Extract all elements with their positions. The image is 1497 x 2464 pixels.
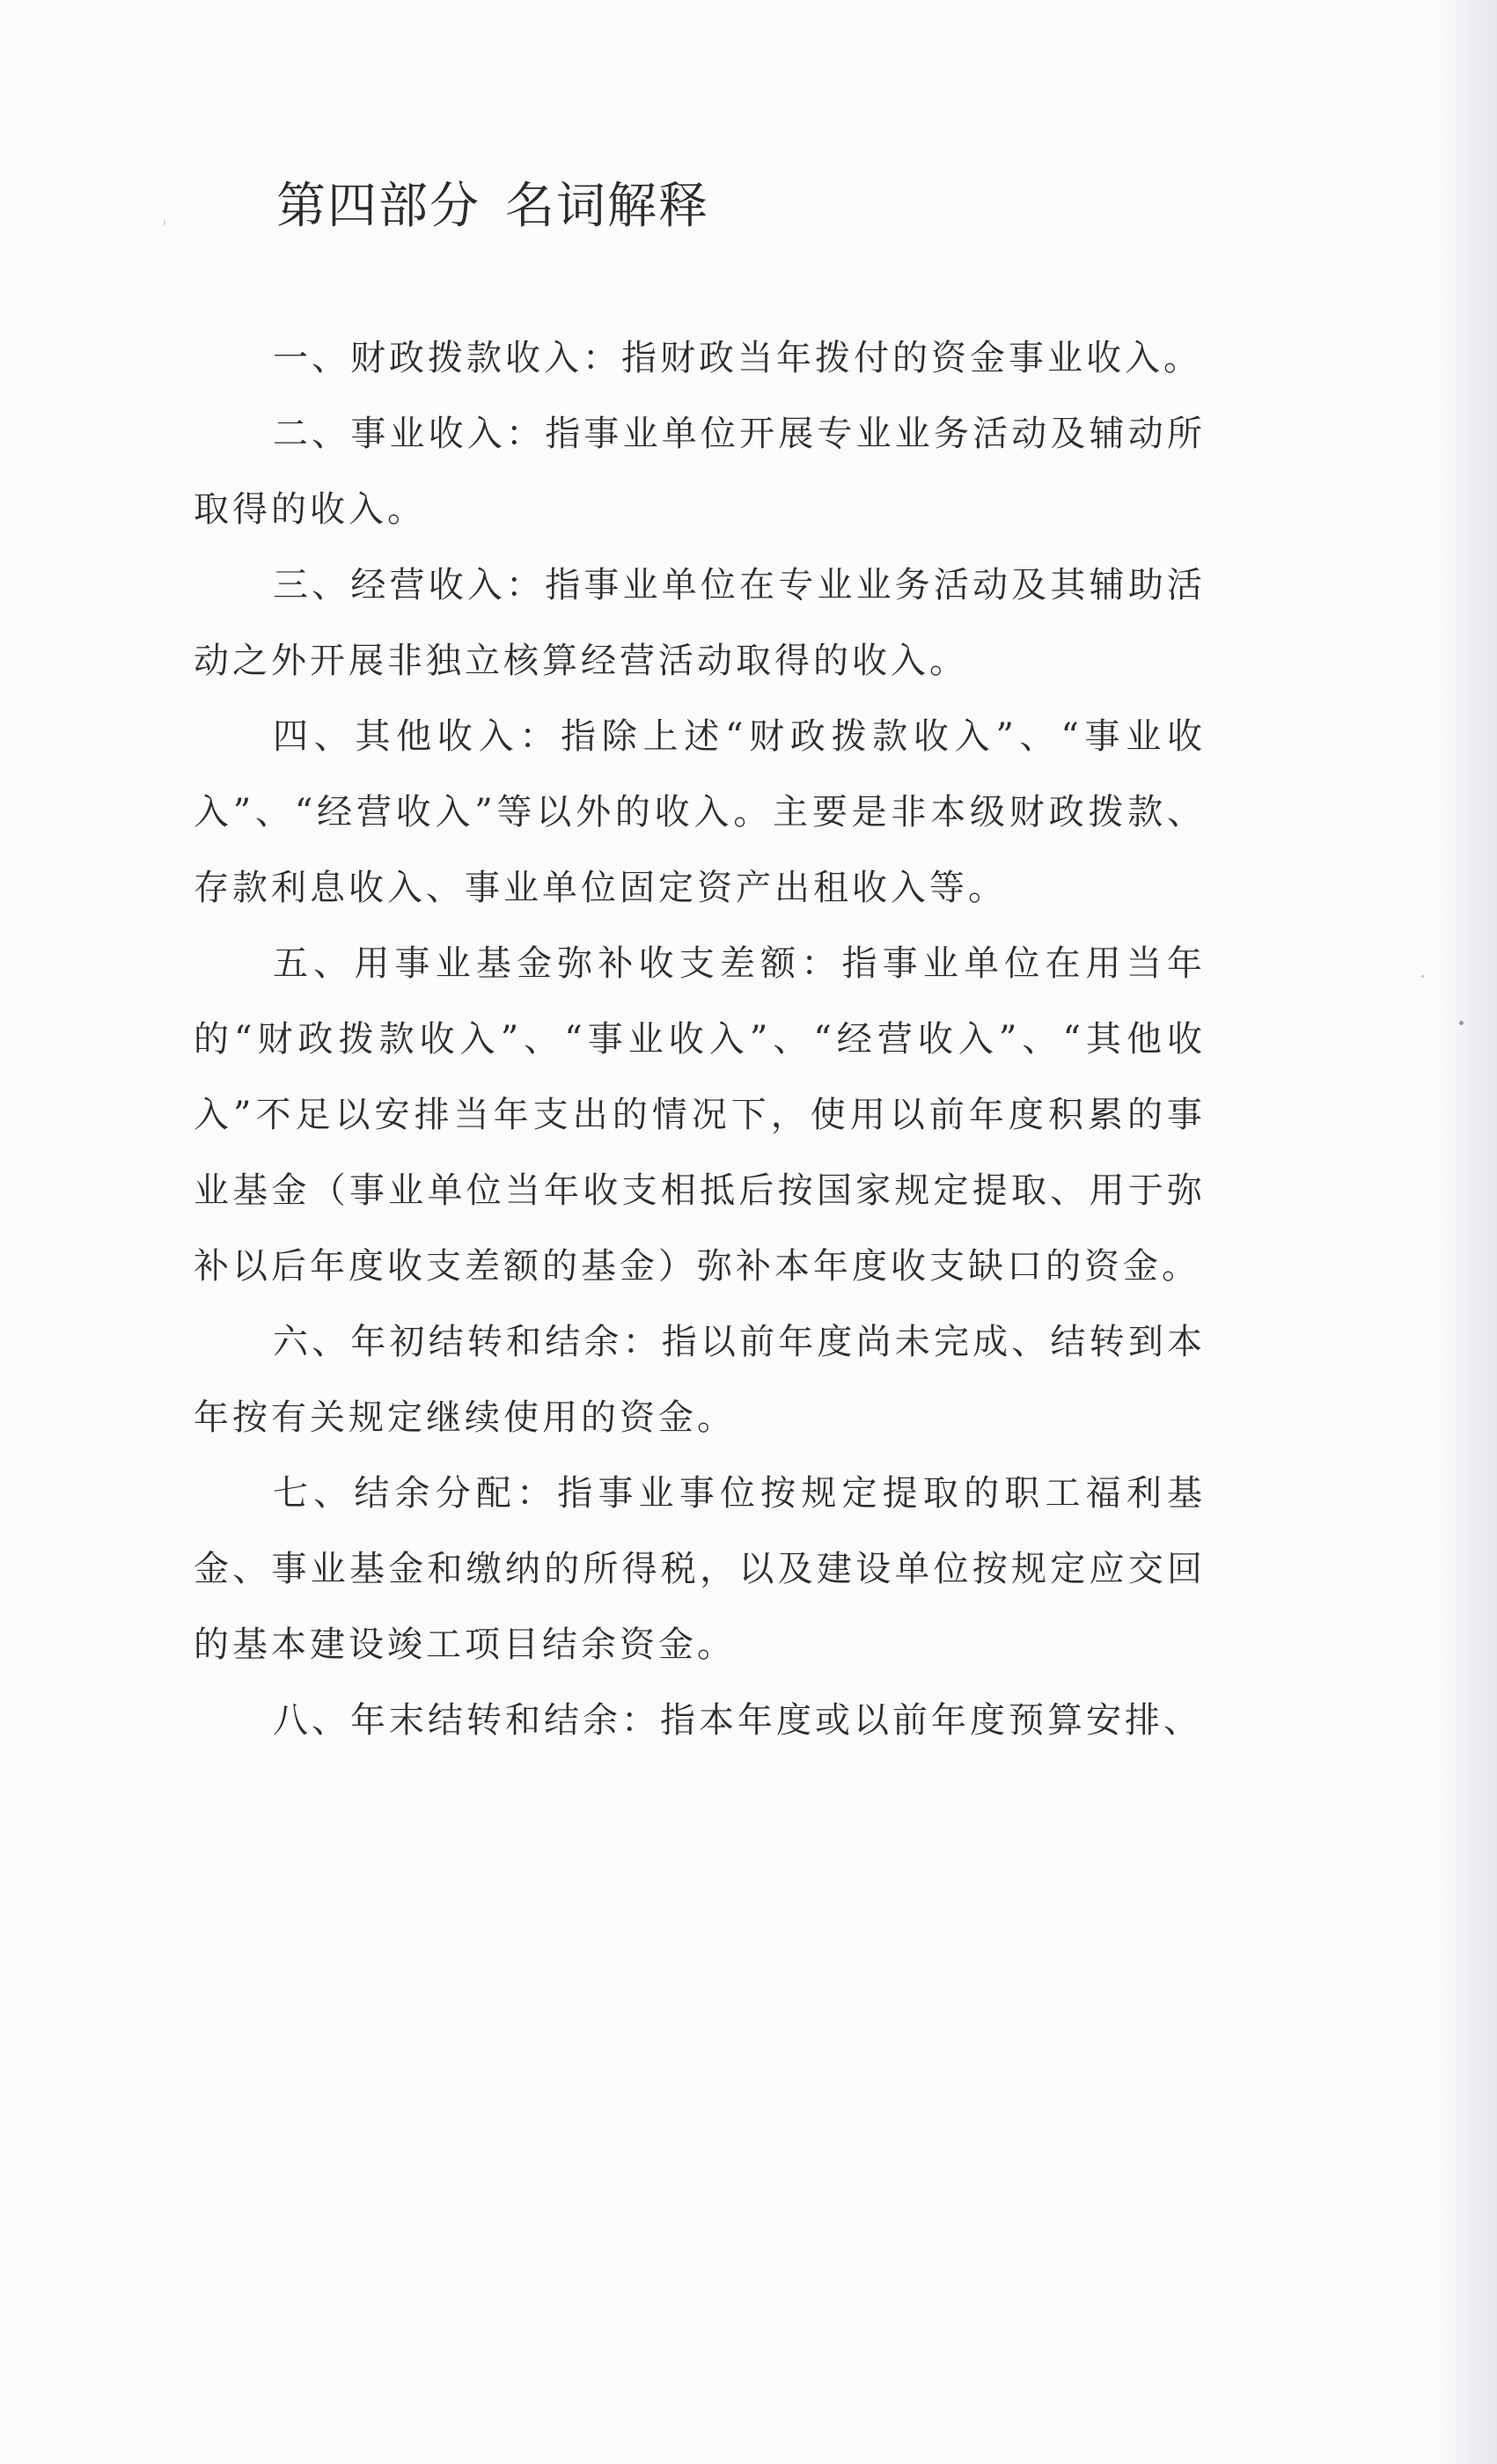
scan-edge-shading [1435,0,1497,2464]
paragraph-3: 三、经营收入：指事业单位在专业业务活动及其辅助活动之外开展非独立核算经营活动取得的收入。 [194,565,1206,681]
title-name: 名词解释 [505,178,709,235]
scan-speck [164,220,165,225]
paragraph-5: 五、用事业基金弥补收支差额：指事业单位在用当年的“财政拨款收入”、“事业收入”、“经营收入”、“其他收入”不足以安排当年支出的情况下，使用以前年度积累的事业基金（事业单位当年收支相抵后按国家规定提取、用于弥补以后年度收支差额的基金）弥补本年度收支缺口的资金。 [194,943,1206,1287]
paragraph-2: 二、事业收入：指事业单位开展专业业务活动及辅动所取得的收入。 [194,414,1206,530]
paragraph-8: 八、年末结转和结余：指本年度或以前年度预算安排、 [273,1700,1202,1741]
paragraph-4: 四、其他收入：指除上述“财政拨款收入”、“事业收入”、“经营收入”等以外的收入。主要是非本级财政拨款、存款利息收入、事业单位固定资产出租收入等。 [194,716,1206,908]
document-body [194,320,1206,1758]
title-part: 第四部分 [276,178,481,235]
scan-speck [1421,975,1424,978]
paragraph-6: 六、年初结转和结余：指以前年度尚未完成、结转到本年按有关规定继续使用的资金。 [194,1322,1206,1438]
scan-speck [1459,1021,1464,1025]
paragraph-1: 一、财政拨款收入：指财政当年拨付的资金事业收入。 [273,338,1202,378]
page-title [276,172,709,242]
paragraph-7: 七、结余分配：指事业事位按规定提取的职工福利基金、事业基金和缴纳的所得税，以及建设单位按规定应交回的基本建设竣工项目结余资金。 [194,1473,1206,1665]
